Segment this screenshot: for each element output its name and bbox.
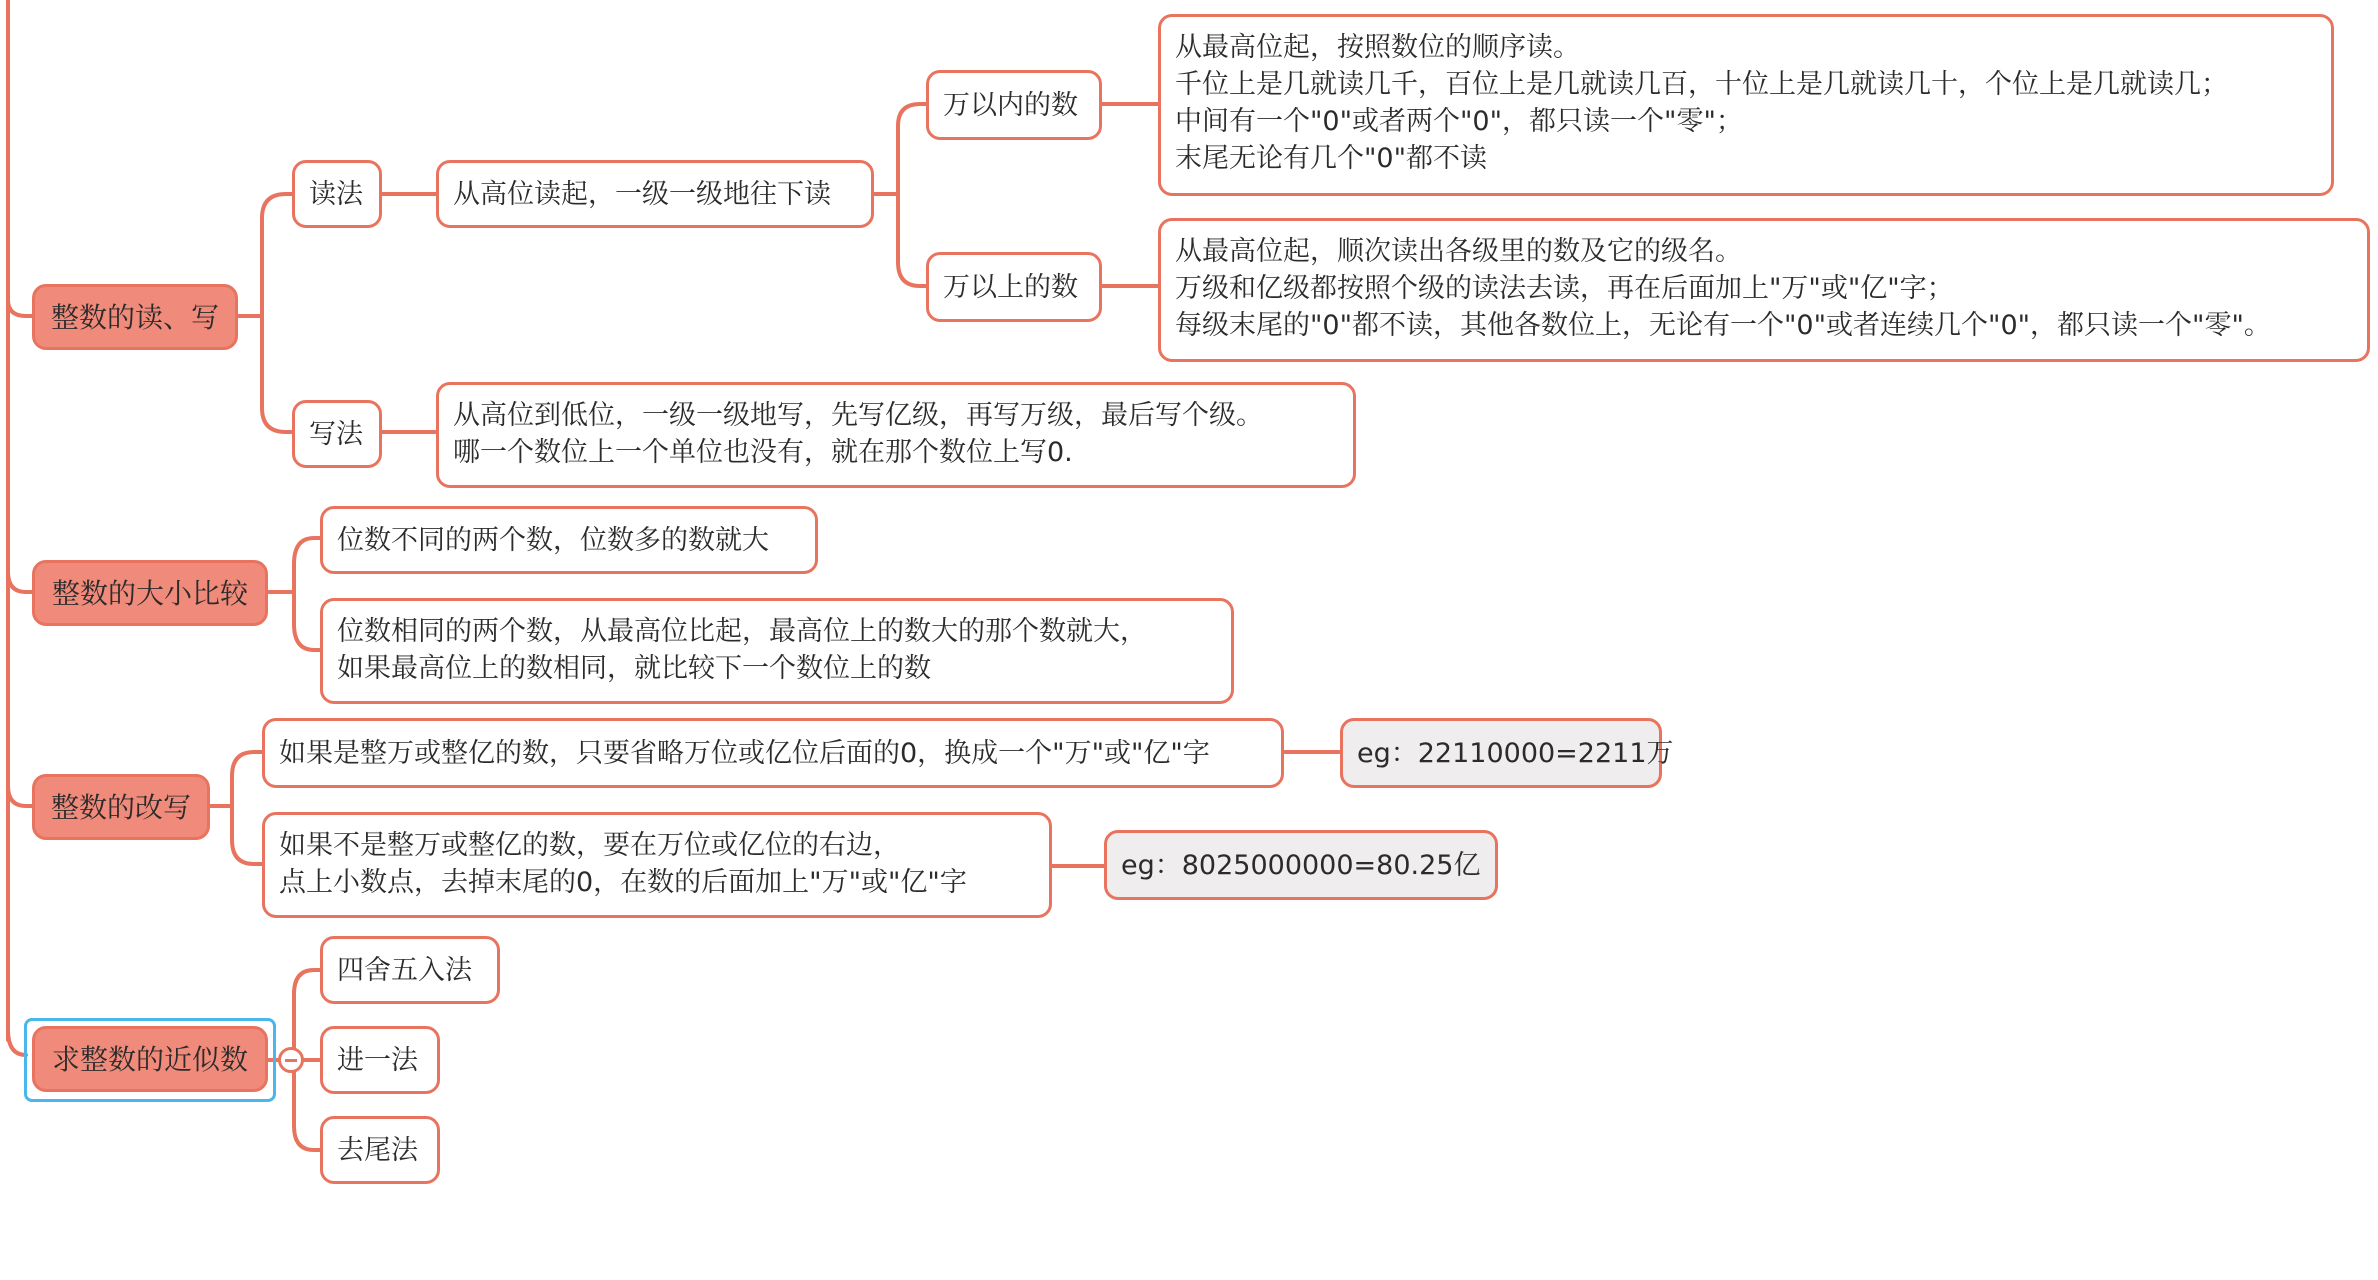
link-topic4-c3	[294, 1060, 320, 1150]
detail-line: 中间有一个"0"或者两个"0"，都只读一个"零"；	[1175, 106, 1743, 137]
example-text: eg：8025000000=80.25亿	[1121, 849, 1481, 881]
trunk-to-topic-2	[8, 572, 32, 592]
comparison-text: 位数不同的两个数，位数多的数就大	[337, 524, 769, 556]
detail-line: 万级和亿级都按照个级的读法去读，再在后面加上"万"或"亿"字；	[1175, 273, 1954, 304]
trunk-to-topic-1	[8, 300, 32, 316]
topic-label: 求整数的近似数	[51, 1042, 248, 1076]
link-topic1-write	[262, 316, 292, 432]
reading-rule-label: 从高位读起，一级一级地往下读	[453, 178, 831, 210]
method-label: 去尾法	[337, 1134, 418, 1166]
detail-line: 从高位到低位，一级一级地写，先写亿级，再写万级，最后写个级。	[453, 400, 1263, 431]
node-label: 万以上的数	[943, 271, 1078, 303]
topic-integer-read-write[interactable]	[32, 284, 238, 350]
link-topic3-c2	[232, 806, 262, 864]
trunk-to-topic-3	[8, 786, 32, 806]
rewrite-text: 点上小数点，去掉末尾的0，在数的后面加上"万"或"亿"字	[279, 867, 967, 898]
method-label: 进一法	[337, 1044, 418, 1076]
detail-line: 从最高位起，按照数位的顺序读。	[1175, 32, 1580, 63]
link-rule-above	[898, 194, 926, 286]
reading-rule[interactable]	[436, 160, 874, 228]
comparison-text: 如果最高位上的数相同，就比较下一个数位上的数	[337, 653, 931, 684]
detail-line: 末尾无论有几个"0"都不读	[1175, 143, 1488, 174]
topic-label: 整数的大小比较	[51, 576, 248, 610]
numbers-within-ten-thousand[interactable]	[926, 70, 1102, 140]
subtopic-writing[interactable]	[292, 400, 382, 468]
topic-integer-comparison[interactable]	[32, 560, 268, 626]
detail-line: 千位上是几就读几千，百位上是几就读几百，十位上是几就读几十，个位上是几就读几；	[1175, 69, 2228, 100]
writing-detail[interactable]	[436, 382, 1356, 488]
above-ten-thousand-detail[interactable]	[1158, 218, 2370, 362]
example-text: eg：22110000=2211万	[1357, 737, 1674, 769]
method-round-half-up[interactable]	[320, 936, 500, 1004]
subtopic-label: 读法	[309, 178, 363, 210]
subtopic-reading[interactable]	[292, 160, 382, 228]
numbers-above-ten-thousand[interactable]	[926, 252, 1102, 322]
detail-line: 哪一个数位上一个单位也没有，就在那个数位上写0.	[453, 437, 1073, 468]
detail-line: 每级末尾的"0"都不读，其他各数位上，无论有一个"0"或者连续几个"0"，都只读一个"零"。	[1175, 310, 2271, 341]
link-rule-within	[872, 104, 926, 194]
rewrite-text: 如果是整万或整亿的数，只要省略万位或亿位后面的0，换成一个"万"或"亿"字	[279, 737, 1210, 769]
method-round-up[interactable]	[320, 1026, 440, 1094]
rewrite-text: 如果不是整万或整亿的数，要在万位或亿位的右边，	[279, 830, 900, 861]
within-ten-thousand-detail[interactable]	[1158, 14, 2334, 196]
method-label: 四舍五入法	[337, 954, 472, 986]
subtopic-label: 写法	[309, 418, 363, 450]
topic-integer-rewriting[interactable]	[32, 774, 210, 840]
topic-label: 整数的改写	[50, 790, 191, 824]
comparison-different-digits[interactable]	[320, 506, 818, 574]
rewrite-whole-units[interactable]	[262, 718, 1284, 788]
topic-label: 整数的读、写	[50, 300, 219, 334]
collapse-minus-icon[interactable]	[278, 1047, 304, 1073]
topic-integer-approximation[interactable]	[32, 1026, 268, 1092]
detail-line: 从最高位起，顺次读出各级里的数及它的级名。	[1175, 236, 1742, 267]
link-topic1-read	[236, 194, 292, 316]
link-topic3-c1	[208, 752, 262, 806]
rewrite-example-2[interactable]	[1104, 830, 1498, 900]
comparison-text: 位数相同的两个数，从最高位比起，最高位上的数大的那个数就大，	[337, 616, 1147, 647]
method-truncate[interactable]	[320, 1116, 440, 1184]
comparison-same-digits[interactable]	[320, 598, 1234, 704]
rewrite-non-whole-units[interactable]	[262, 812, 1052, 918]
link-topic2-c2	[294, 592, 320, 650]
link-topic2-c1	[266, 538, 320, 592]
node-label: 万以内的数	[943, 89, 1078, 121]
rewrite-example-1[interactable]	[1340, 718, 1674, 788]
